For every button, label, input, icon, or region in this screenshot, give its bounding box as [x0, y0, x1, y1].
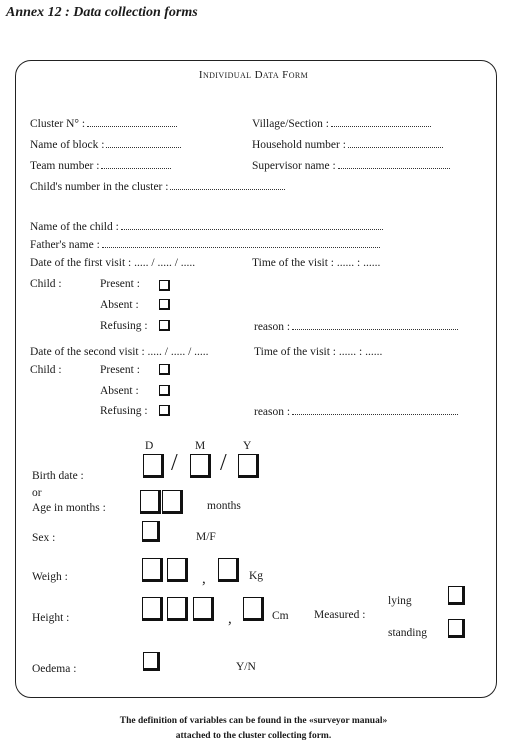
birth-year-box[interactable]: [238, 454, 259, 478]
first-visit-refusing-checkbox[interactable]: [159, 320, 170, 331]
first-visit-child-label: Child :: [30, 278, 62, 290]
second-visit-reason-input[interactable]: [292, 405, 458, 415]
footer-line-1: The definition of variables can be found in the «surveyor manual»: [119, 716, 388, 726]
child-name-input[interactable]: [121, 220, 383, 230]
birth-date-label: Birth date :: [32, 470, 84, 482]
father-name-label: Father's name :: [30, 239, 100, 251]
second-visit-present-checkbox[interactable]: [159, 364, 170, 375]
household-label: Household number :: [252, 139, 346, 151]
form-title: Individual Data Form: [198, 69, 309, 81]
height-comma: ,: [228, 611, 232, 627]
standing-label: standing: [388, 627, 427, 639]
first-visit-reason-input[interactable]: [292, 320, 458, 330]
child-number-label: Child's number in the cluster :: [30, 181, 169, 193]
birth-month-box[interactable]: [190, 454, 211, 478]
first-visit-present-checkbox[interactable]: [159, 280, 170, 291]
supervisor-input[interactable]: [338, 159, 450, 169]
age-months-label: Age in months :: [32, 502, 106, 514]
first-visit-date[interactable]: Date of the first visit : ..... / ..... / .....: [30, 257, 196, 269]
team-label: Team number :: [30, 160, 100, 172]
second-visit-absent-label: Absent :: [100, 385, 139, 397]
height-box-3[interactable]: [193, 597, 214, 621]
team-input[interactable]: [101, 159, 171, 169]
village-input[interactable]: [331, 117, 431, 127]
oedema-options: Y/N: [236, 661, 256, 673]
second-visit-reason-field[interactable]: [254, 405, 458, 418]
supervisor-label: Supervisor name :: [252, 160, 336, 172]
sex-box[interactable]: [142, 521, 160, 542]
sex-label: Sex :: [32, 532, 56, 544]
cluster-input[interactable]: [87, 117, 177, 127]
lying-checkbox[interactable]: [448, 586, 465, 605]
weight-box-2[interactable]: [167, 558, 188, 582]
date-slash: /: [220, 450, 227, 476]
weight-decimal-box[interactable]: [218, 558, 239, 582]
date-slash: /: [171, 450, 178, 476]
birth-day-box[interactable]: [143, 454, 164, 478]
month-header: M: [195, 440, 206, 452]
first-visit-absent-checkbox[interactable]: [159, 299, 170, 310]
weight-box-1[interactable]: [142, 558, 163, 582]
second-visit-child-label: Child :: [30, 364, 62, 376]
page-header: Annex 12 : Data collection forms: [6, 5, 198, 20]
first-visit-present-label: Present :: [100, 278, 140, 290]
second-visit-refusing-checkbox[interactable]: [159, 405, 170, 416]
child-number-field[interactable]: [30, 180, 285, 193]
height-box-2[interactable]: [167, 597, 188, 621]
block-field[interactable]: [30, 138, 181, 151]
first-visit-refusing-label: Refusing :: [100, 320, 148, 332]
block-label: Name of block :: [30, 139, 105, 151]
measured-label: Measured :: [314, 609, 366, 621]
child-name-field[interactable]: [30, 220, 383, 233]
sex-options: M/F: [196, 531, 216, 543]
supervisor-field[interactable]: [252, 159, 450, 172]
day-header: D: [145, 440, 154, 452]
second-visit-reason-label: reason :: [254, 406, 291, 418]
second-visit-absent-checkbox[interactable]: [159, 385, 170, 396]
height-box-1[interactable]: [142, 597, 163, 621]
team-field[interactable]: [30, 159, 171, 172]
second-visit-refusing-label: Refusing :: [100, 405, 148, 417]
child-number-input[interactable]: [170, 180, 285, 190]
first-visit-absent-label: Absent :: [100, 299, 139, 311]
household-field[interactable]: [252, 138, 443, 151]
height-label: Height :: [32, 612, 70, 624]
second-visit-date[interactable]: Date of the second visit : ..... / ..... / .....: [30, 346, 209, 358]
weight-label: Weigh :: [32, 571, 68, 583]
or-label: or: [32, 487, 42, 499]
oedema-label: Oedema :: [32, 663, 77, 675]
year-header: Y: [243, 440, 252, 452]
weight-comma: ,: [202, 571, 206, 587]
village-field[interactable]: [252, 117, 431, 130]
cluster-label: Cluster N° :: [30, 118, 86, 130]
cm-unit: Cm: [272, 610, 289, 622]
cluster-field[interactable]: [30, 117, 177, 130]
father-name-field[interactable]: [30, 238, 380, 251]
father-name-input[interactable]: [102, 238, 380, 248]
household-input[interactable]: [348, 138, 443, 148]
lying-label: lying: [388, 595, 412, 607]
first-visit-reason-field[interactable]: [254, 320, 458, 333]
village-label: Village/Section :: [252, 118, 329, 130]
footer-line-2: attached to the cluster collecting form.: [175, 731, 332, 741]
first-visit-reason-label: reason :: [254, 321, 291, 333]
age-box-2[interactable]: [162, 490, 183, 514]
second-visit-present-label: Present :: [100, 364, 140, 376]
first-visit-time[interactable]: Time of the visit : ...... : ......: [252, 257, 381, 269]
second-visit-time[interactable]: Time of the visit : ...... : ......: [254, 346, 383, 358]
block-input[interactable]: [106, 138, 181, 148]
child-name-label: Name of the child :: [30, 221, 119, 233]
oedema-box[interactable]: [143, 652, 160, 671]
age-box-1[interactable]: [140, 490, 161, 514]
kg-unit: Kg: [249, 570, 264, 582]
standing-checkbox[interactable]: [448, 619, 465, 638]
months-unit: months: [207, 500, 241, 512]
height-decimal-box[interactable]: [243, 597, 264, 621]
